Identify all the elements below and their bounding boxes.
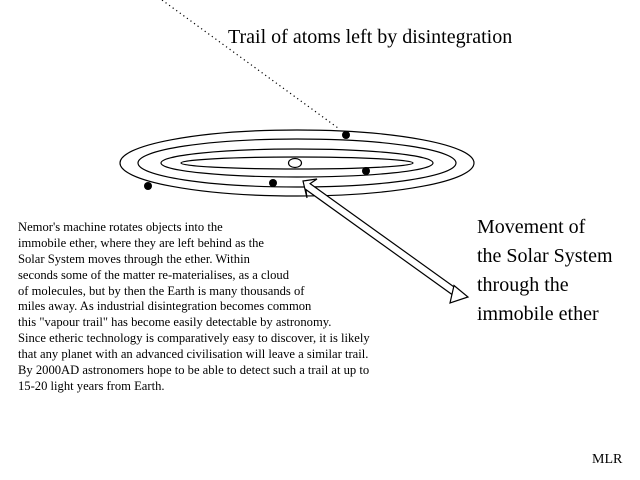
description-line: seconds some of the matter re-materialises, as a cloud xyxy=(18,267,290,282)
description-text xyxy=(18,220,370,395)
author-signature: MLR xyxy=(592,452,623,467)
movement-caption-line: through the xyxy=(477,274,569,296)
movement-caption-line: immobile ether xyxy=(477,303,599,325)
atom-trail-line xyxy=(162,0,338,128)
description-line: Since etheric technology is comparatively easy to discover, it is likely xyxy=(18,331,370,346)
description-line: immobile ether, where they are left behind as the xyxy=(18,235,265,250)
description-line: Solar System moves through the ether. Within xyxy=(18,251,250,266)
planet-icon xyxy=(269,179,277,187)
planet-icon xyxy=(144,182,152,190)
movement-caption xyxy=(477,213,613,329)
movement-caption-line: the Solar System xyxy=(477,245,613,267)
description-line: Nemor's machine rotates objects into the xyxy=(18,220,223,234)
description-line: 15-20 light years from Earth. xyxy=(18,378,165,393)
planet-icon xyxy=(342,131,350,139)
description-line: By 2000AD astronomers hope to be able to detect such a trail at up to xyxy=(18,363,370,378)
description-line: that any planet with an advanced civilisation will leave a similar trail. xyxy=(18,347,369,362)
planet-icon xyxy=(362,167,370,175)
movement-caption-line: Movement of xyxy=(477,216,586,238)
description-line: this "vapour trail" has become easily detectable by astronomy. xyxy=(18,315,332,330)
description-line: of molecules, but by then the Earth is many thousands of xyxy=(18,283,305,298)
sun-icon xyxy=(289,159,302,168)
description-line: miles away. As industrial disintegration becomes common xyxy=(18,299,312,314)
trail-title: Trail of atoms left by disintegration xyxy=(228,26,513,48)
